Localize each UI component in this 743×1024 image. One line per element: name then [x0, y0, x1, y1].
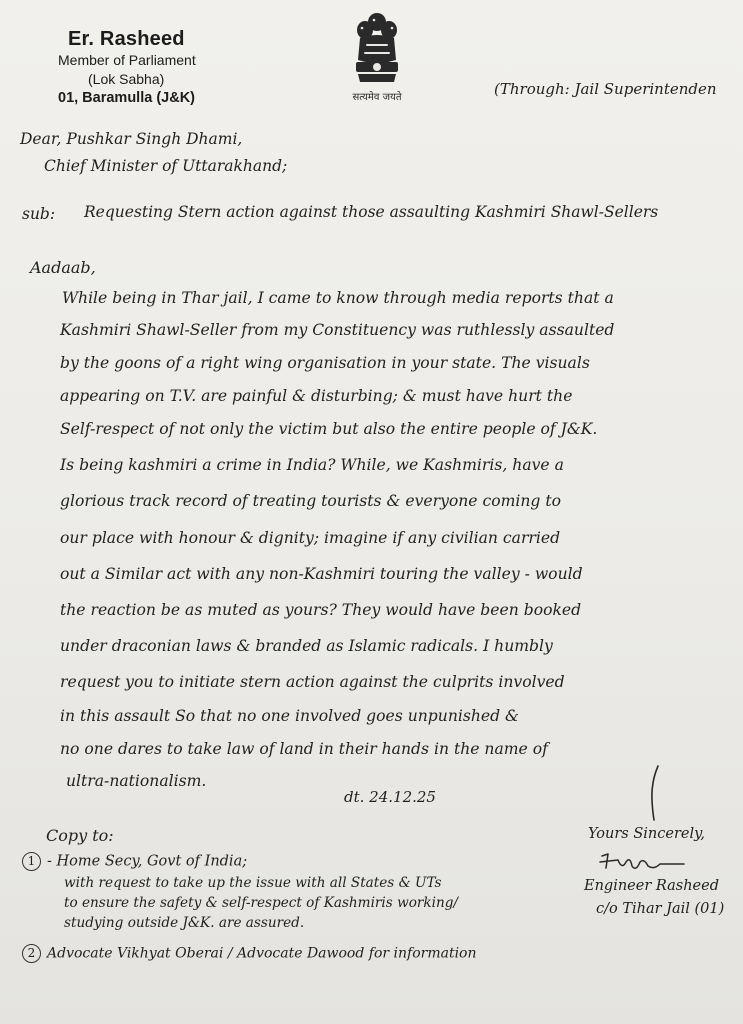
letter-date: dt. 24.12.25 — [344, 788, 436, 806]
copy-item-1-number: 1 — [22, 852, 41, 871]
body-line: ultra-nationalism. — [66, 772, 207, 790]
signatory-name: Engineer Rasheed — [584, 878, 720, 894]
copy-to-label: Copy to: — [46, 826, 114, 845]
body-line: Kashmiri Shawl-Seller from my Constituency was ruthlessly assaulted — [60, 321, 615, 339]
national-emblem-icon — [346, 8, 408, 108]
handwritten-signature-icon — [598, 850, 688, 876]
copy-item-1-line: with request to take up the issue with all States & UTs — [64, 875, 442, 891]
body-line: While being in Thar jail, I came to know through media reports that a — [62, 289, 614, 307]
copy-item-1 — [22, 852, 247, 871]
body-line: request you to initiate stern action against the culprits involved — [60, 673, 565, 691]
body-line: Is being kashmiri a crime in India? While, we Kashmiris, have a — [60, 456, 564, 474]
body-line: no one dares to take law of land in their hands in the name of — [60, 740, 548, 758]
body-line: out a Similar act with any non-Kashmiri touring the valley - would — [60, 565, 583, 583]
subject-text: Requesting Stern action against those assaulting Kashmiri Shawl-Sellers — [84, 203, 659, 221]
body-line: Self-respect of not only the victim but also the entire people of J&K. — [60, 420, 598, 438]
letterhead-constituency: 01, Baramulla (J&K) — [58, 90, 195, 106]
body-line: under draconian laws & branded as Islamic radicals. I humbly — [60, 637, 553, 655]
valediction: Yours Sincerely, — [588, 826, 705, 842]
body-line: the reaction be as muted as yours? They would have been booked — [60, 601, 582, 619]
emblem-motto: सत्यमेव जयते — [352, 92, 402, 103]
copy-item-2-text: Advocate Vikhyat Oberai / Advocate Dawood for information — [47, 945, 477, 962]
letterhead-house: (Lok Sabha) — [88, 71, 165, 87]
copy-item-1-line: to ensure the safety & self-respect of Kashmiris working/ — [64, 895, 459, 911]
letterhead — [58, 28, 196, 108]
recipient-line-2: Chief Minister of Uttarakhand; — [44, 157, 288, 175]
copy-item-1-line: studying outside J&K. are assured. — [64, 915, 305, 931]
body-line: appearing on T.V. are painful & disturbing; & must have hurt the — [60, 387, 573, 405]
body-line: glorious track record of treating tourists & everyone coming to — [60, 492, 562, 510]
copy-item-2-number: 2 — [22, 944, 41, 963]
copy-item-1-line: - Home Secy, Govt of India; — [47, 853, 248, 870]
salutation: Aadaab, — [30, 258, 96, 277]
body-line: our place with honour & dignity; imagine if any civilian carried — [60, 529, 561, 547]
recipient-line-1: Dear, Pushkar Singh Dhami, — [20, 130, 243, 148]
body-line: by the goons of a right wing organisation in your state. The visuals — [60, 354, 590, 372]
body-line: in this assault So that no one involved goes unpunished & — [60, 707, 519, 725]
letterhead-name: Er. Rasheed — [68, 28, 185, 50]
subject-label: sub: — [22, 205, 56, 223]
letterhead-title: Member of Parliament — [58, 52, 196, 68]
copy-item-2 — [22, 944, 477, 963]
pen-flourish-icon — [644, 764, 664, 822]
through-note: (Through: Jail Superintenden — [494, 80, 717, 98]
signatory-address: c/o Tihar Jail (01) — [596, 901, 725, 917]
